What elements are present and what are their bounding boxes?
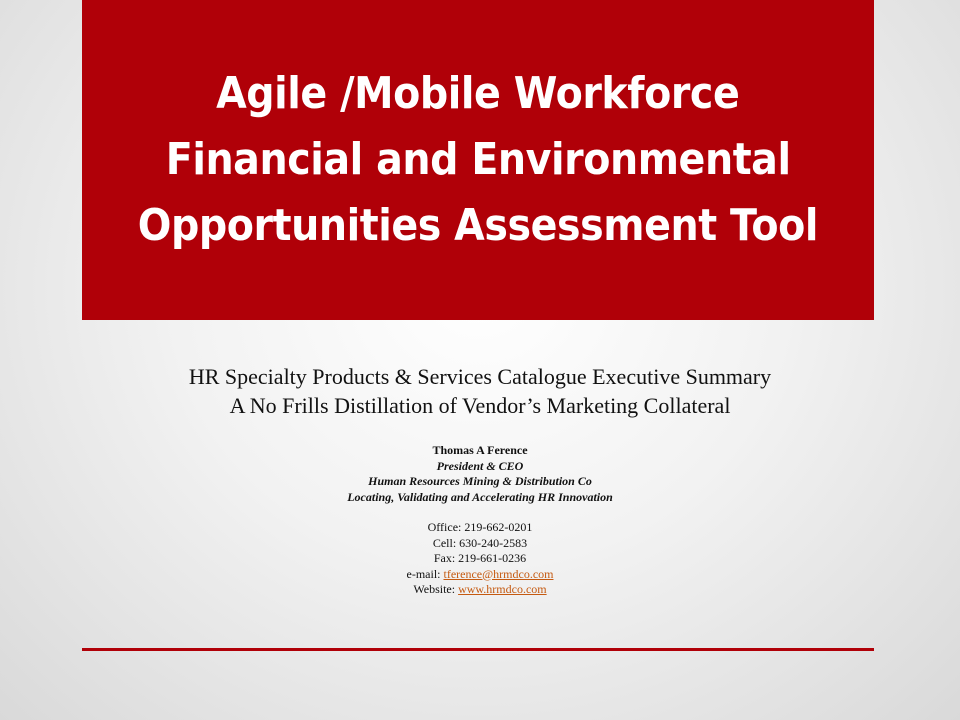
title-line-1: Agile /Mobile Workforce: [216, 68, 740, 119]
subtitle-line-2: A No Frills Distillation of Vendor’s Marketing Collateral: [229, 393, 731, 418]
contact-cell: Cell: 630-240-2583: [432, 535, 528, 550]
contact-tagline: Locating, Validating and Accelerating HR Innovation: [347, 489, 613, 504]
title-banner: [82, 0, 874, 320]
spacer: [0, 505, 960, 520]
contact-name: Thomas A Ference: [432, 443, 528, 457]
contact-block: [0, 443, 960, 598]
title-line-3: Opportunities Assessment Tool: [137, 200, 819, 251]
website-link[interactable]: www.hrmdco.com: [458, 582, 547, 596]
email-label: e-mail:: [406, 566, 444, 581]
website-label: Website:: [413, 582, 459, 596]
contact-office: Office: 219-662-0201: [427, 520, 533, 534]
bottom-divider: [82, 648, 874, 651]
contact-role: President & CEO: [436, 458, 524, 473]
subtitle-line-1: HR Specialty Products & Services Catalogue Executive Summary: [188, 364, 772, 389]
email-link[interactable]: tference@hrmdco.com: [443, 566, 554, 581]
contact-company: Human Resources Mining & Distribution Co: [368, 474, 592, 488]
contact-fax: Fax: 219-661-0236: [433, 551, 527, 565]
contact-website-row: [0, 582, 960, 598]
subtitle: [0, 362, 960, 420]
title-line-2: Financial and Environmental: [165, 134, 791, 185]
contact-email-row: [0, 567, 960, 583]
